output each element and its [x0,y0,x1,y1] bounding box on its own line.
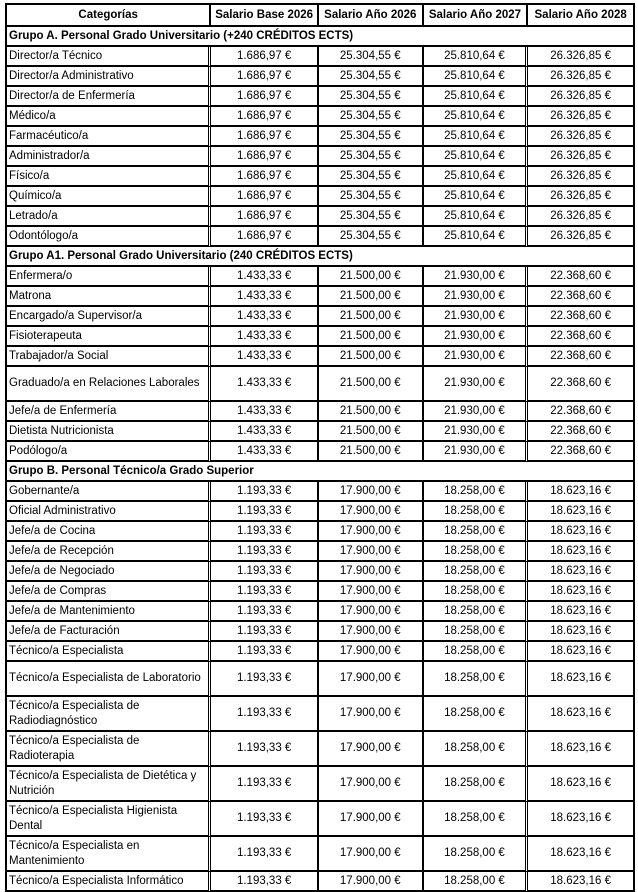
cell-salario-ano-2027: 18.258,00 € [424,872,529,892]
cell-salario-ano-2026: 25.304,55 € [319,187,424,207]
cell-category: Farmacéutico/a [7,127,211,147]
cell-salario-ano-2026: 17.900,00 € [319,802,424,837]
cell-category: Jefe/a de Enfermería [7,402,211,422]
table-row [7,482,635,502]
cell-category: Técnico/a Especialista de Dietética y Nutrición [7,767,211,802]
cell-salario-base-2026: 1.193,33 € [211,602,319,622]
table-row [7,402,635,422]
cell-category: Director/a Administrativo [7,67,211,87]
salary-table [5,3,635,892]
cell-salario-ano-2027: 21.930,00 € [424,287,529,307]
group-title: Grupo A1. Personal Grado Universitario (240 CRÉDITOS ECTS) [7,247,635,267]
cell-salario-base-2026: 1.433,33 € [211,367,319,402]
cell-salario-ano-2027: 18.258,00 € [424,602,529,622]
header-salario-ano-2027: Salario Año 2027 [424,5,529,27]
cell-salario-ano-2028: 26.326,85 € [528,107,635,127]
cell-salario-ano-2028: 18.623,16 € [528,502,635,522]
cell-salario-ano-2028: 18.623,16 € [528,482,635,502]
cell-salario-ano-2026: 21.500,00 € [319,422,424,442]
table-row [7,267,635,287]
cell-salario-ano-2026: 17.900,00 € [319,732,424,767]
cell-salario-base-2026: 1.193,33 € [211,582,319,602]
cell-category: Químico/a [7,187,211,207]
cell-salario-ano-2028: 26.326,85 € [528,67,635,87]
cell-salario-ano-2027: 25.810,64 € [424,227,529,247]
table-body [7,27,635,892]
cell-salario-ano-2028: 26.326,85 € [528,147,635,167]
cell-salario-ano-2028: 26.326,85 € [528,227,635,247]
cell-category: Fisioterapeuta [7,327,211,347]
table-row [7,327,635,347]
cell-salario-ano-2028: 18.623,16 € [528,872,635,892]
cell-salario-ano-2028: 22.368,60 € [528,422,635,442]
cell-category: Técnico/a Especialista de Laboratorio [7,662,211,697]
cell-salario-ano-2028: 18.623,16 € [528,732,635,767]
cell-category: Jefe/a de Cocina [7,522,211,542]
cell-category: Odontólogo/a [7,227,211,247]
cell-salario-ano-2027: 18.258,00 € [424,502,529,522]
cell-salario-ano-2027: 18.258,00 € [424,522,529,542]
cell-salario-base-2026: 1.193,33 € [211,697,319,732]
table-row [7,582,635,602]
cell-category: Letrado/a [7,207,211,227]
cell-category: Técnico/a Especialista en Mantenimiento [7,837,211,872]
cell-salario-ano-2027: 21.930,00 € [424,442,529,462]
cell-salario-base-2026: 1.193,33 € [211,802,319,837]
cell-category: Jefe/a de Negociado [7,562,211,582]
cell-salario-ano-2028: 22.368,60 € [528,307,635,327]
cell-salario-ano-2026: 25.304,55 € [319,167,424,187]
cell-salario-ano-2028: 18.623,16 € [528,582,635,602]
table-row [7,767,635,802]
table-row [7,367,635,402]
cell-salario-ano-2026: 17.900,00 € [319,872,424,892]
cell-salario-base-2026: 1.433,33 € [211,327,319,347]
table-row [7,622,635,642]
cell-salario-base-2026: 1.193,33 € [211,872,319,892]
cell-salario-ano-2026: 17.900,00 € [319,502,424,522]
cell-salario-ano-2028: 18.623,16 € [528,622,635,642]
cell-salario-ano-2028: 26.326,85 € [528,167,635,187]
cell-salario-ano-2028: 26.326,85 € [528,47,635,67]
cell-salario-base-2026: 1.193,33 € [211,767,319,802]
cell-salario-ano-2028: 18.623,16 € [528,697,635,732]
cell-salario-ano-2027: 18.258,00 € [424,837,529,872]
table-row [7,732,635,767]
cell-salario-base-2026: 1.433,33 € [211,402,319,422]
cell-category: Técnico/a Especialista de Radioterapia [7,732,211,767]
table-row [7,837,635,872]
cell-salario-ano-2028: 22.368,60 € [528,402,635,422]
cell-category: Podólogo/a [7,442,211,462]
cell-category: Oficial Administrativo [7,502,211,522]
table-row [7,642,635,662]
cell-salario-ano-2026: 25.304,55 € [319,47,424,67]
cell-salario-ano-2026: 17.900,00 € [319,542,424,562]
cell-category: Jefe/a de Compras [7,582,211,602]
cell-salario-base-2026: 1.193,33 € [211,622,319,642]
cell-salario-base-2026: 1.193,33 € [211,732,319,767]
cell-salario-base-2026: 1.686,97 € [211,167,319,187]
cell-salario-ano-2027: 25.810,64 € [424,87,529,107]
cell-category: Administrador/a [7,147,211,167]
cell-salario-base-2026: 1.433,33 € [211,307,319,327]
cell-salario-base-2026: 1.193,33 € [211,522,319,542]
cell-salario-ano-2026: 25.304,55 € [319,87,424,107]
table-row [7,602,635,622]
table-row [7,872,635,892]
cell-salario-ano-2028: 26.326,85 € [528,187,635,207]
cell-salario-ano-2028: 22.368,60 € [528,347,635,367]
cell-salario-ano-2028: 18.623,16 € [528,802,635,837]
cell-salario-base-2026: 1.433,33 € [211,422,319,442]
table-row [7,147,635,167]
cell-salario-ano-2026: 17.900,00 € [319,837,424,872]
cell-category: Técnico/a Especialista [7,642,211,662]
cell-salario-base-2026: 1.686,97 € [211,127,319,147]
cell-salario-ano-2026: 21.500,00 € [319,442,424,462]
table-row [7,127,635,147]
cell-salario-ano-2028: 18.623,16 € [528,542,635,562]
cell-salario-ano-2026: 25.304,55 € [319,67,424,87]
cell-salario-ano-2027: 25.810,64 € [424,147,529,167]
cell-salario-base-2026: 1.433,33 € [211,347,319,367]
cell-salario-ano-2026: 17.900,00 € [319,767,424,802]
cell-salario-ano-2026: 25.304,55 € [319,107,424,127]
cell-salario-ano-2026: 17.900,00 € [319,522,424,542]
cell-salario-ano-2027: 25.810,64 € [424,127,529,147]
cell-salario-ano-2026: 21.500,00 € [319,347,424,367]
cell-salario-ano-2027: 18.258,00 € [424,642,529,662]
cell-category: Graduado/a en Relaciones Laborales [7,367,211,402]
cell-salario-base-2026: 1.193,33 € [211,542,319,562]
table-row [7,347,635,367]
table-row [7,422,635,442]
cell-category: Físico/a [7,167,211,187]
cell-salario-ano-2028: 22.368,60 € [528,287,635,307]
cell-salario-ano-2026: 21.500,00 € [319,307,424,327]
cell-salario-ano-2027: 21.930,00 € [424,307,529,327]
cell-salario-ano-2026: 17.900,00 € [319,642,424,662]
cell-salario-ano-2028: 18.623,16 € [528,642,635,662]
cell-salario-ano-2026: 25.304,55 € [319,127,424,147]
cell-category: Jefe/a de Mantenimiento [7,602,211,622]
cell-salario-ano-2027: 21.930,00 € [424,367,529,402]
cell-salario-ano-2027: 21.930,00 € [424,422,529,442]
table-row [7,167,635,187]
cell-category: Jefe/a de Facturación [7,622,211,642]
cell-salario-ano-2027: 18.258,00 € [424,802,529,837]
table-row [7,107,635,127]
cell-category: Médico/a [7,107,211,127]
cell-salario-base-2026: 1.193,33 € [211,562,319,582]
cell-category: Director/a de Enfermería [7,87,211,107]
cell-salario-ano-2027: 25.810,64 € [424,207,529,227]
cell-salario-ano-2026: 21.500,00 € [319,327,424,347]
table-row [7,67,635,87]
cell-salario-ano-2026: 17.900,00 € [319,697,424,732]
cell-category: Jefe/a de Recepción [7,542,211,562]
cell-category: Matrona [7,287,211,307]
cell-salario-ano-2028: 22.368,60 € [528,327,635,347]
cell-category: Técnico/a Especialista Informático [7,872,211,892]
cell-salario-base-2026: 1.686,97 € [211,227,319,247]
cell-salario-ano-2027: 18.258,00 € [424,622,529,642]
cell-salario-ano-2026: 25.304,55 € [319,147,424,167]
table-row [7,442,635,462]
cell-salario-ano-2027: 18.258,00 € [424,732,529,767]
cell-salario-ano-2027: 21.930,00 € [424,327,529,347]
cell-salario-base-2026: 1.686,97 € [211,187,319,207]
table-header-row [7,5,635,27]
table-row [7,47,635,67]
cell-salario-ano-2026: 21.500,00 € [319,287,424,307]
cell-salario-base-2026: 1.686,97 € [211,147,319,167]
table-row [7,542,635,562]
cell-salario-base-2026: 1.193,33 € [211,482,319,502]
cell-salario-ano-2027: 25.810,64 € [424,187,529,207]
cell-salario-ano-2027: 25.810,64 € [424,47,529,67]
cell-salario-base-2026: 1.193,33 € [211,642,319,662]
cell-salario-base-2026: 1.686,97 € [211,67,319,87]
cell-salario-ano-2028: 26.326,85 € [528,207,635,227]
cell-salario-ano-2028: 26.326,85 € [528,87,635,107]
cell-salario-ano-2027: 25.810,64 € [424,107,529,127]
table-row [7,802,635,837]
cell-category: Director/a Técnico [7,47,211,67]
cell-salario-ano-2028: 18.623,16 € [528,837,635,872]
cell-salario-base-2026: 1.686,97 € [211,207,319,227]
cell-salario-ano-2028: 18.623,16 € [528,522,635,542]
cell-salario-ano-2027: 18.258,00 € [424,562,529,582]
cell-salario-base-2026: 1.193,33 € [211,662,319,697]
group-header-row [7,247,635,267]
cell-category: Encargado/a Supervisor/a [7,307,211,327]
cell-salario-ano-2027: 18.258,00 € [424,482,529,502]
cell-category: Trabajador/a Social [7,347,211,367]
cell-salario-ano-2028: 18.623,16 € [528,562,635,582]
cell-salario-ano-2028: 18.623,16 € [528,767,635,802]
cell-salario-ano-2026: 17.900,00 € [319,622,424,642]
cell-category: Dietista Nutricionista [7,422,211,442]
cell-salario-ano-2027: 18.258,00 € [424,582,529,602]
cell-salario-ano-2026: 21.500,00 € [319,367,424,402]
cell-salario-base-2026: 1.686,97 € [211,47,319,67]
cell-salario-ano-2026: 25.304,55 € [319,227,424,247]
table-row [7,562,635,582]
cell-category: Técnico/a Especialista Higienista Dental [7,802,211,837]
header-salario-ano-2028: Salario Año 2028 [528,5,635,27]
cell-salario-ano-2027: 21.930,00 € [424,402,529,422]
cell-salario-ano-2026: 21.500,00 € [319,267,424,287]
group-title: Grupo A. Personal Grado Universitario (+240 CRÉDITOS ECTS) [7,27,635,47]
cell-salario-ano-2027: 21.930,00 € [424,267,529,287]
cell-salario-ano-2028: 26.326,85 € [528,127,635,147]
cell-salario-base-2026: 1.433,33 € [211,442,319,462]
cell-salario-base-2026: 1.193,33 € [211,837,319,872]
cell-salario-ano-2027: 18.258,00 € [424,662,529,697]
header-categorias: Categorías [7,5,211,27]
table-row [7,207,635,227]
group-title: Grupo B. Personal Técnico/a Grado Superior [7,462,635,482]
group-header-row [7,462,635,482]
cell-salario-ano-2027: 18.258,00 € [424,767,529,802]
cell-category: Técnico/a Especialista de Radiodiagnóstico [7,697,211,732]
header-salario-base-2026: Salario Base 2026 [211,5,319,27]
cell-category: Gobernante/a [7,482,211,502]
cell-salario-ano-2026: 17.900,00 € [319,602,424,622]
table-row [7,662,635,697]
cell-salario-ano-2028: 22.368,60 € [528,442,635,462]
table-row [7,502,635,522]
group-header-row [7,27,635,47]
cell-salario-ano-2026: 17.900,00 € [319,582,424,602]
cell-category: Enfermera/o [7,267,211,287]
cell-salario-ano-2028: 22.368,60 € [528,367,635,402]
cell-salario-base-2026: 1.686,97 € [211,87,319,107]
cell-salario-base-2026: 1.686,97 € [211,107,319,127]
cell-salario-ano-2026: 17.900,00 € [319,662,424,697]
cell-salario-ano-2028: 22.368,60 € [528,267,635,287]
table-row [7,697,635,732]
cell-salario-base-2026: 1.433,33 € [211,267,319,287]
cell-salario-ano-2026: 17.900,00 € [319,562,424,582]
table-row [7,227,635,247]
cell-salario-ano-2027: 25.810,64 € [424,167,529,187]
cell-salario-ano-2028: 18.623,16 € [528,602,635,622]
cell-salario-ano-2026: 21.500,00 € [319,402,424,422]
cell-salario-ano-2027: 21.930,00 € [424,347,529,367]
table-row [7,307,635,327]
cell-salario-ano-2026: 25.304,55 € [319,207,424,227]
cell-salario-base-2026: 1.433,33 € [211,287,319,307]
cell-salario-ano-2028: 18.623,16 € [528,662,635,697]
table-row [7,87,635,107]
cell-salario-base-2026: 1.193,33 € [211,502,319,522]
cell-salario-ano-2027: 18.258,00 € [424,697,529,732]
table-row [7,522,635,542]
cell-salario-ano-2026: 17.900,00 € [319,482,424,502]
cell-salario-ano-2027: 18.258,00 € [424,542,529,562]
cell-salario-ano-2027: 25.810,64 € [424,67,529,87]
table-row [7,187,635,207]
header-salario-ano-2026: Salario Año 2026 [319,5,424,27]
table-row [7,287,635,307]
